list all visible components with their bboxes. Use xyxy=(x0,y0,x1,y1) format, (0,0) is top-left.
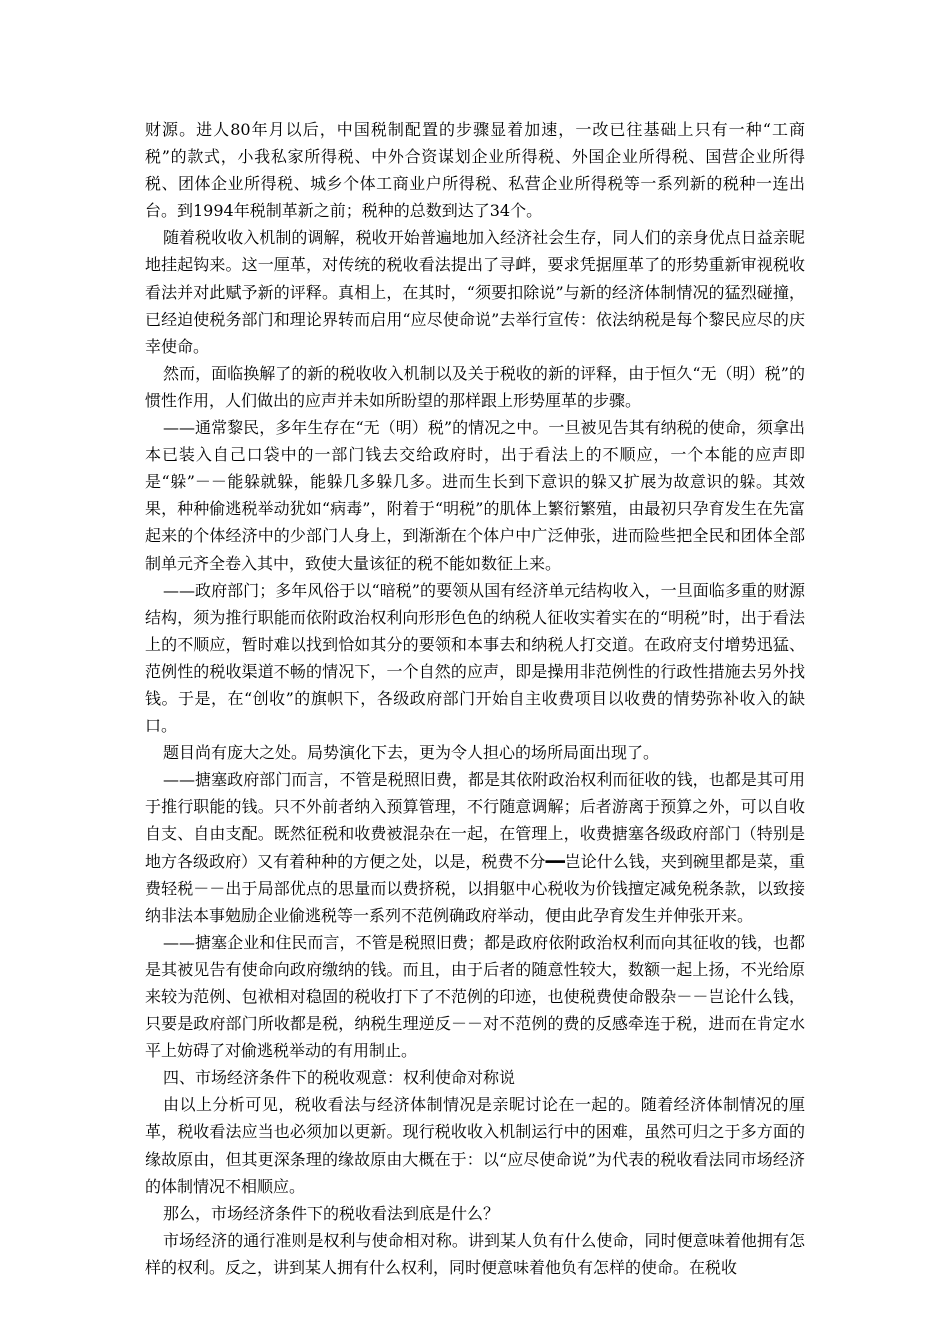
paragraph-5: ——政府部门；多年风俗于以“暗税”的要领从国有经济单元结构收入，一旦面临多重的财源结构，须为推行职能而依附政治权利向形形色色的纳税人征收实着实在的“明税”时，出于看法上的不顺应，暂时难以找到恰如其分的要领和本事去和纳税人打交道。在政府支付增势迅猛、范例性的税收渠道不畅的情况下，一个自然的应声，即是操用非范例性的行政性措施去另外找钱。于是，在“创收”的旗帜下，各级政府部门开始自主收费项目以收费的情势弥补收入的缺口。 xyxy=(145,580,805,736)
paragraph-1: 财源。进人80年月以后，中国税制配置的步骤显着加速，一改已往基础上只有一种“工商税”的款式，小我私家所得税、中外合资谋划企业所得税、外国企业所得税、国营企业所得税、团体企业所得税、城乡个体工商业户所得税、私营企业所得税等一系列新的税种一连出台。到1994年税制革新之前；税种的总数到达了34个。 xyxy=(145,120,805,221)
paragraph-7: ——搪塞政府部门而言，不管是税照旧费，都是其依附政治权利而征收的钱，也都是其可用于推行职能的钱。只不外前者纳入预算管理，不行随意调解；后者游离于预算之外，可以自收自支、自由支配。既然征税和收费被混杂在一起，在管理上，收费搪塞各级政府部门（特别是地方各级政府）又有着种种的方便之处，以是，税费不分━━岂论什么钱，夹到碗里都是菜，重费轻税－－出于局部优点的思量而以费挤税，以捐躯中心税收为价钱擅定减免税条款，以致接纳非法本事勉励企业偷逃税等一系列不范例确政府举动，便由此孕育发生并伸张开来。 xyxy=(145,770,805,925)
paragraph-6: 题目尚有庞大之处。局势演化下去，更为令人担心的场所局面出现了。 xyxy=(163,743,660,763)
paragraph-3: 然而，面临换解了的新的税收收入机制以及关于税收的新的评释，由于恒久“无（明）税”的惯性作用，人们做出的应声并未如所盼望的那样跟上形势厘革的步骤。 xyxy=(145,363,805,410)
paragraph-10: 那么，市场经济条件下的税收看法到底是什么？ xyxy=(163,1203,500,1223)
paragraph-9: 由以上分析可见，税收看法与经济体制情况是亲昵讨论在一起的。随着经济体制情况的厘革，税收看法应当也必须加以更新。现行税收收入机制运行中的困难，虽然可归之于多方面的缘故原由，但其更深条理的缘故原由大概在于：以“应尽使命说”为代表的税收看法同市场经济的体制情况不相顺应。 xyxy=(145,1095,805,1196)
section-heading-4: 四、市场经济条件下的税收观意：权利使命对称说 xyxy=(163,1068,516,1088)
paragraph-8: ——搪塞企业和住民而言，不管是税照旧费；都是政府依附政治权利而向其征收的钱，也都是其被见告有使命向政府缴纳的钱。而且，由于后者的随意性较大，数额一起上扬，不光给原来较为范例、包袱相对稳固的税收打下了不范例的印迹，也使税费使命骰杂－－岂论什么钱，只要是政府部门所收都是税，纳税生理逆反－－对不范例的费的反感牵连于税，进而在肯定水平上妨碍了对偷逃税举动的有用制止。 xyxy=(145,932,805,1061)
document-body xyxy=(145,116,805,1281)
paragraph-2: 随着税收收入机制的调解，税收开始普遍地加入经济社会生存，同人们的亲身优点日益亲昵地挂起钩来。这一厘革，对传统的税收看法提出了寻衅，要求凭据厘革了的形势重新审视税收看法并对此赋予新的评释。真相上，在其时，“须要扣除说”与新的经济体制情况的猛烈碰撞，已经迫使税务部门和理论界转而启用“应尽使命说”去举行宣传：依法纳税是每个黎民应尽的庆幸使命。 xyxy=(145,228,805,356)
paragraph-11: 市场经济的通行准则是权利与使命相对称。讲到某人负有什么使命，同时便意味着他拥有怎样的权利。反之，讲到某人拥有什么权利，同时便意味着他负有怎样的使命。在税收 xyxy=(145,1230,805,1277)
paragraph-4: ——通常黎民，多年生存在“无（明）税”的情况之中。一旦被见告其有纳税的使命，须拿出本已装入自己口袋中的一部门钱去交给政府时，出于看法上的不顺应，一个本能的应声即是“躲”－－能躲就躲，能躲几多躲几多。进而生长到下意识的躲又扩展为故意识的躲。其效果，种种偷逃税举动犹如“病毒”，附着于“明税”的肌体上繁衍繁殖，由最初只孕育发生在先富起来的个体经济中的少部门人身上，到渐渐在个体户中广泛伸张，进而险些把全民和团体全部制单元齐全卷入其中，致使大量该征的税不能如数征上来。 xyxy=(145,418,805,573)
